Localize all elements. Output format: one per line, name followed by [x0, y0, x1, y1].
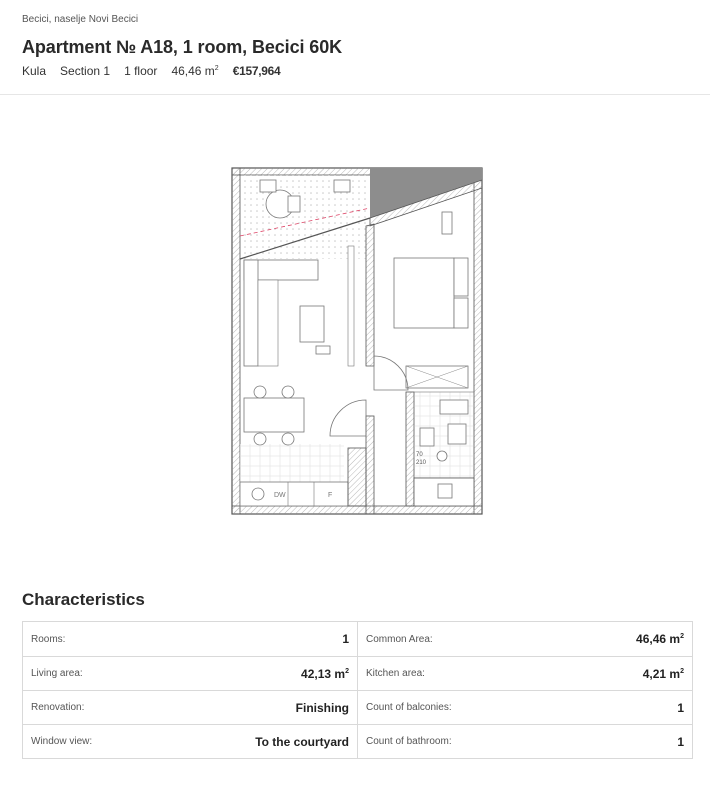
table-row [23, 724, 692, 758]
listing-header [0, 0, 710, 95]
spec-value: To the courtyard [255, 734, 349, 749]
spec-cell-common-area [357, 622, 692, 656]
spec-value-number: 4,21 m [642, 666, 681, 681]
spec-cell-renovation [23, 691, 357, 724]
spec-label: Living area: [31, 668, 83, 679]
spec-value-number: 42,13 m [301, 666, 346, 681]
floorplan-image[interactable] [230, 166, 486, 516]
area-unit-sup: 2 [214, 65, 219, 72]
spec-value-number: 46,46 m [636, 632, 681, 646]
spec-cell-living-area [23, 657, 357, 690]
spec-label: Kitchen area: [366, 668, 425, 679]
spec-label: Common Area: [366, 633, 433, 645]
spec-cell-window-view [23, 725, 357, 758]
spec-cell-bathrooms [357, 725, 692, 758]
spec-label: Rooms: [31, 633, 66, 645]
spec-value [643, 667, 684, 681]
dw-label: DW [274, 492, 286, 499]
characteristics-title: Characteristics [22, 590, 145, 609]
spec-label: Window view: [31, 736, 93, 747]
spec-value-sup: 2 [680, 667, 684, 675]
table-row [23, 690, 692, 724]
area-label [171, 64, 218, 78]
spec-label: Renovation: [31, 702, 85, 713]
spec-value: 1 [677, 700, 684, 715]
fridge-label: F [328, 492, 333, 499]
floorplan-drawing [230, 166, 486, 516]
breadcrumb[interactable]: Becici, naselje Novi Becici [22, 14, 139, 25]
section-label: Section 1 [60, 64, 111, 78]
spec-value-sup: 2 [345, 667, 349, 675]
building-name: Kula [22, 64, 47, 78]
spec-value [636, 632, 684, 646]
area-value: 46,46 m [171, 64, 215, 78]
floor-label: 1 floor [124, 64, 158, 78]
listing-meta [22, 64, 280, 78]
spec-cell-rooms [23, 622, 357, 656]
spec-value-sup: 2 [680, 633, 684, 640]
spec-cell-balconies [357, 691, 692, 724]
spec-value: 1 [342, 632, 349, 646]
door-label-bottom: 210 [416, 460, 427, 466]
spec-value [301, 667, 349, 681]
table-row [23, 622, 692, 656]
spec-label: Count of bathroom: [366, 736, 452, 747]
door-label-top: 70 [416, 452, 423, 458]
spec-value: 1 [677, 734, 684, 749]
characteristics-table [22, 621, 693, 759]
spec-cell-kitchen-area [357, 657, 692, 690]
price-label: €157,964 [232, 64, 281, 78]
page-title: Apartment № A18, 1 room, Becici 60K [22, 37, 342, 57]
table-row [23, 656, 692, 690]
spec-label: Count of balconies: [366, 702, 452, 713]
spec-value: Finishing [295, 700, 349, 715]
